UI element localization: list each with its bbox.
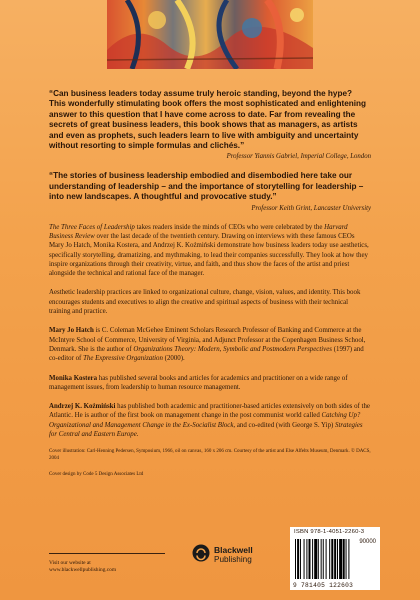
author-name: Andrzej K. Koźmiński (49, 403, 116, 411)
blackwell-mark-icon (192, 544, 210, 562)
book-description-2: Aesthetic leadership practices are linked to organizational culture, change, vision, values, and identity. This book encourages students and executives to align the creative and spiritual aspects of business with their technical training and practice. (49, 289, 361, 316)
cover-painting (107, 0, 313, 69)
cover-illustration-credit: Cover illustration: Carl-Henning Pedersen, Symposium, 1966, oil on canvas, 160 x 206 cm. Courtesy of the artist and Else Alfelts Museum, Denmark. © DACS, 2004 (49, 449, 371, 461)
publisher-logo (192, 540, 254, 570)
book-description (49, 223, 371, 279)
barcode-bar (318, 539, 319, 579)
barcode-bar (331, 539, 333, 579)
author-book-title: Strategies for Central and Eastern Europe (49, 421, 363, 438)
author-book-title: The Expressive Organization (83, 355, 163, 363)
author-book-title: Organizations Theory: Modern, Symbolic and Postmodern Perspectives (133, 345, 332, 353)
bio-text: has published both academic and practitioner-based articles extensively on both sides of the Atlantic. He is author of the first book on management change in the post communist world called (49, 403, 370, 420)
website-block (49, 560, 116, 574)
author-bio (49, 374, 371, 393)
author-bio (49, 326, 371, 363)
endorsement-attribution: Professor Yiannis Gabriel, Imperial College, London (226, 153, 371, 161)
author-name: Mary Jo Hatch (49, 327, 94, 335)
bio-text: . (136, 431, 139, 438)
barcode-bar (334, 539, 336, 579)
book-title: The Three Faces of Leadership (49, 223, 135, 231)
barcode-block (290, 527, 380, 590)
barcode-bar (314, 539, 317, 579)
barcode-bar (329, 539, 330, 579)
price-code: 90000 (359, 539, 376, 545)
cover-design-credit: Cover design by Code 5 Design Associates Ltd (49, 472, 144, 478)
website-label: Visit our website at (49, 560, 91, 566)
barcode-digits: 9 781405 122603 (293, 582, 354, 589)
endorsement-quote: “The stories of business leadership embodied and disembodied here take our understanding of leadership – and the importance of storytelling for leadership – into new landscapes. A thoughtful and provocative study.” (49, 171, 364, 202)
barcode-bar (295, 539, 296, 579)
barcode-bar (300, 539, 301, 579)
barcode-bar (309, 539, 311, 579)
barcode-bar (306, 539, 307, 579)
barcode-bars-icon (294, 537, 358, 581)
barcode-bar (304, 539, 305, 579)
bio-text: (1997) and co-editor of (49, 345, 364, 363)
author-name: Monika Kostera (49, 374, 98, 382)
bio-text: has published several books and articles for academics and practitioner on a wide range of management issues, from leadership to human resource management. (49, 374, 348, 391)
isbn-label: ISBN 978-1-4051-2260-3 (294, 529, 365, 535)
barcode-bar (343, 539, 345, 579)
website-url[interactable]: www.blackwellpublishing.com (49, 567, 117, 573)
bio-text: (2000). (162, 355, 185, 363)
barcode-bar (312, 539, 313, 579)
magazine-title: Harvard Business Review (49, 223, 348, 240)
cover-text (49, 89, 371, 477)
barcode-bar (323, 539, 324, 579)
barcode-bar (346, 539, 347, 579)
publisher-name: Blackwell (214, 545, 253, 555)
barcode-bar (348, 539, 349, 579)
barcode-bar (297, 539, 299, 579)
author-bio (49, 402, 371, 439)
barcode-bar (337, 539, 338, 579)
bio-text: , and co-edited (with George S. Yip) (233, 421, 336, 429)
publisher-sub: Publishing (214, 555, 252, 564)
author-book-title: Catching Up? Organizational and Management Change in the Ex-Socialist Block (49, 412, 361, 429)
barcode-bar (339, 539, 342, 579)
endorsement-attribution: Professor Keith Grint, Lancaster University (251, 204, 371, 212)
barcode-bar (326, 539, 327, 579)
divider (49, 553, 165, 554)
bio-text: is C. Coleman McGehee Eminent Scholars Research Professor of Banking and Commerce at the McIntyre School of Commerce, University of Virginia, and Adjunct Professor at the Copenhagen Business School, Denmark. She is the author of (49, 327, 366, 353)
description-text: over the last decade of the twentieth century. Drawing on interviews with these famous CEOs Mary Jo Hatch, Monika Kostera, and Andrzej K. Koźmiński demonstrate how business leaders today use aesthetics, specifically storytelling, dramatizing, and mythmaking, to lead their companies successfully. They look at how they inspire organizations through their creativity, virtue, and faith, and thus show the faces of the artist and priest alongside the technical and rational face of the manager. (49, 232, 369, 278)
description-text: takes readers inside the minds of CEOs who were celebrated by the (134, 223, 325, 231)
endorsement-quote: “Can business leaders today assume truly heroic standing, beyond the hype? This wonderfully stimulating book offers the most sophisticated and enlightening answer to this question that I have come across to date. Far from revealing the secrets of great business leaders, this book shows that as managers, as artists and even as prophets, such leaders learn to live with ambiguity and uncertainty without resorting to simple formulas and clichés.” (49, 89, 367, 151)
barcode-bar (321, 539, 322, 579)
